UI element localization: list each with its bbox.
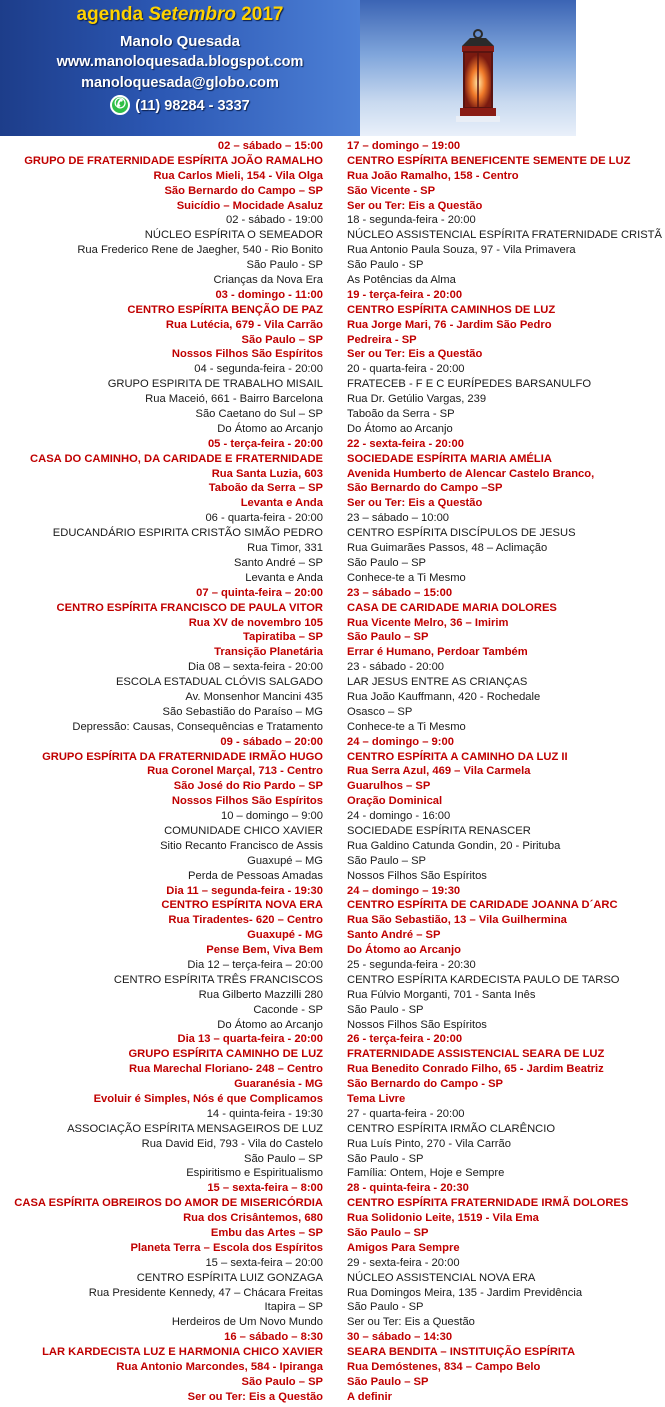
event-block	[347, 586, 662, 660]
event-date: 04 - segunda-feira - 20:00	[194, 363, 323, 376]
event-address: Rua Domingos Meira, 135 - Jardim Previdência	[347, 1286, 583, 1299]
event-date: 02 – sábado – 15:00	[217, 140, 323, 152]
event-block	[14, 958, 323, 1032]
event-venue: CASA ESPÍRITA OBREIROS DO AMOR DE MISERICÓRDIA	[14, 1197, 323, 1210]
event-block	[347, 1181, 662, 1255]
event-block	[14, 884, 323, 958]
event-block	[14, 437, 323, 511]
title-year: 2017	[235, 4, 284, 25]
event-topic: Crianças da Nova Era	[213, 274, 323, 287]
event-block	[14, 735, 323, 809]
event-address: Rua Fúlvio Morganti, 701 - Santa Inês	[347, 988, 536, 1001]
event-address: Rua Carlos Mieli, 154 - Vila Olga	[153, 169, 323, 182]
event-venue: CENTRO ESPÍRITA A CAMINHO DA LUZ II	[347, 750, 568, 763]
event-venue: EDUCANDÁRIO ESPIRITA CRISTÃO SIMÃO PEDRO	[52, 527, 323, 540]
event-venue: CENTRO ESPÍRITA TRÊS FRANCISCOS	[113, 973, 323, 986]
event-city: Tapiratiba – SP	[243, 631, 323, 644]
event-venue: CENTRO ESPÍRITA IRMÃO CLARÊNCIO	[347, 1122, 556, 1135]
event-address: Av. Monsenhor Mancini 435	[185, 690, 323, 703]
event-city: São Paulo - SP	[347, 259, 424, 272]
event-topic: Amigos Para Sempre	[347, 1241, 460, 1254]
event-venue: GRUPO ESPIRITA DE TRABALHO MISAIL	[107, 378, 323, 391]
event-date: 24 – domingo – 9:00	[347, 735, 454, 748]
event-address: Rua João Kauffmann, 420 - Rochedale	[347, 690, 541, 703]
event-topic: Pense Bem, Viva Bem	[206, 944, 323, 957]
event-topic: Depressão: Causas, Consequências e Tratamento	[72, 720, 323, 733]
event-venue: CENTRO ESPÍRITA NOVA ERA	[161, 899, 323, 912]
event-date: 25 - segunda-feira - 20:30	[347, 958, 476, 971]
event-date: 28 - quinta-feira - 20:30	[347, 1182, 469, 1195]
event-venue: COMUNIDADE CHICO XAVIER	[164, 824, 323, 837]
event-city: Guarulhos – SP	[347, 780, 431, 793]
event-topic: Levanta e Anda	[240, 497, 323, 510]
event-topic: Do Átomo ao Arcanjo	[347, 422, 453, 435]
event-topic: Do Átomo ao Arcanjo	[217, 422, 323, 435]
event-address: Rua Lutécia, 679 - Vila Carrão	[165, 318, 323, 331]
event-topic: Suicídio – Mocidade Asaluz	[176, 199, 323, 212]
event-city: São Paulo – SP	[347, 1375, 429, 1388]
event-date: 05 - terça-feira - 20:00	[207, 437, 323, 450]
event-date: 27 - quarta-feira - 20:00	[347, 1107, 465, 1120]
event-city: São Paulo – SP	[347, 1227, 429, 1240]
event-address: Avenida Humberto de Alencar Castelo Branco,	[347, 467, 595, 480]
event-date: 24 - domingo - 16:00	[347, 810, 451, 823]
phone-number	[0, 95, 360, 115]
title-prefix: agenda	[76, 4, 149, 25]
event-venue: CENTRO ESPÍRITA CAMINHOS DE LUZ	[347, 303, 556, 316]
event-topic: Herdeiros de Um Novo Mundo	[171, 1316, 323, 1329]
schedule-right-column	[347, 139, 662, 1405]
title-month: Setembro	[148, 4, 236, 25]
event-date: 23 – sábado – 15:00	[347, 586, 453, 599]
event-city: Taboão da Serra - SP	[347, 408, 455, 421]
event-block	[347, 1330, 662, 1404]
event-address: Rua Frederico Rene de Jaegher, 540 - Rio Bonito	[77, 244, 323, 257]
event-address: Rua Antonio Paula Souza, 97 - Vila Primavera	[347, 244, 576, 257]
event-city: Osasco – SP	[347, 705, 413, 718]
event-venue: CENTRO ESPÍRITA DISCÍPULOS DE JESUS	[347, 527, 576, 540]
event-address: Rua Solidonio Leite, 1519 - Vila Ema	[347, 1212, 539, 1225]
event-block	[347, 735, 662, 809]
event-address: Rua Coronel Marçal, 713 - Centro	[147, 765, 323, 778]
header	[0, 0, 665, 136]
event-topic: Nossos Filhos São Espíritos	[347, 869, 487, 882]
event-address: Rua XV de novembro 105	[188, 616, 323, 629]
event-date: Dia 13 – quarta-feira - 20:00	[177, 1033, 323, 1046]
event-address: Rua Galdino Catunda Gondin, 20 - Pirituba	[347, 839, 561, 852]
event-block	[14, 1107, 323, 1181]
event-city: Guaxupé – MG	[247, 854, 323, 867]
event-address: Rua Antonio Marcondes, 584 - Ipiranga	[116, 1361, 323, 1374]
event-city: São Vicente - SP	[347, 184, 436, 197]
event-address: Rua Vicente Melro, 36 – Imirim	[347, 616, 509, 629]
event-venue: SOCIEDADE ESPÍRITA MARIA AMÉLIA	[347, 452, 552, 465]
event-date: 18 - segunda-feira - 20:00	[347, 214, 476, 227]
event-venue: CENTRO ESPÍRITA BENÇÃO DE PAZ	[127, 303, 323, 316]
event-city: São Paulo – SP	[244, 1152, 323, 1165]
event-topic: Oração Dominical	[347, 795, 443, 808]
event-address: Rua São Sebastião, 13 – Vila Guilhermina	[347, 914, 567, 927]
lantern-photo	[360, 0, 576, 136]
event-block	[14, 362, 323, 436]
event-block	[14, 1181, 323, 1255]
event-block	[14, 809, 323, 883]
event-address: Rua Marechal Floriano- 248 – Centro	[129, 1063, 323, 1076]
event-date: 09 - sábado – 20:00	[220, 735, 323, 748]
header-banner	[0, 0, 360, 136]
event-city: São Paulo – SP	[347, 631, 429, 644]
event-block	[14, 1330, 323, 1404]
event-city: Itapira – SP	[264, 1301, 323, 1314]
event-block	[347, 1107, 662, 1181]
event-city: São Caetano do Sul – SP	[195, 408, 323, 421]
event-date: 26 - terça-feira - 20:00	[347, 1033, 463, 1046]
event-address: Rua Luís Pinto, 270 - Vila Carrão	[347, 1137, 511, 1150]
event-date: 15 – sexta-feira – 20:00	[205, 1256, 323, 1269]
event-venue: CENTRO ESPÍRITA FRANCISCO DE PAULA VITOR	[56, 601, 323, 614]
event-city: Embu das Artes – SP	[210, 1227, 323, 1240]
event-city: São Paulo – SP	[347, 556, 426, 569]
event-block	[14, 586, 323, 660]
event-topic: Nossos Filhos São Espíritos	[171, 795, 323, 808]
event-date: 02 - sábado - 19:00	[225, 214, 323, 227]
event-topic: Nossos Filhos São Espíritos	[171, 348, 323, 361]
event-block	[14, 1256, 323, 1330]
event-block	[14, 139, 323, 213]
event-city: Pedreira - SP	[347, 333, 417, 346]
event-block	[347, 511, 662, 585]
event-date: 22 - sexta-feira - 20:00	[347, 437, 464, 450]
event-venue: GRUPO ESPÍRITA CAMINHO DE LUZ	[128, 1048, 323, 1061]
event-block	[14, 511, 323, 585]
event-venue: ESCOLA ESTADUAL CLÓVIS SALGADO	[115, 676, 323, 689]
event-date: 24 – domingo – 19:30	[347, 884, 461, 897]
event-date: 23 – sábado – 10:00	[347, 512, 450, 525]
event-topic: Planeta Terra – Escola dos Espíritos	[130, 1241, 323, 1254]
event-date: 03 - domingo - 11:00	[215, 288, 323, 301]
event-topic: Errar é Humano, Perdoar Também	[347, 646, 528, 659]
whatsapp-icon	[110, 95, 130, 115]
event-date: 14 - quinta-feira - 19:30	[206, 1107, 323, 1120]
event-address: Rua João Ramalho, 158 - Centro	[347, 169, 519, 182]
event-topic: A definir	[347, 1390, 392, 1403]
event-topic: Tema Livre	[347, 1093, 406, 1105]
event-city: Guaxupé - MG	[247, 929, 323, 942]
event-city: Santo André – SP	[234, 556, 323, 569]
event-city: Santo André – SP	[347, 929, 441, 942]
event-date: 23 - sábado - 20:00	[347, 661, 445, 674]
event-city: São Paulo – SP	[241, 1375, 323, 1388]
event-topic: Nossos Filhos São Espíritos	[347, 1018, 487, 1031]
event-topic: Evoluir é Simples, Nós é que Complicamos	[93, 1093, 323, 1105]
event-city: São Paulo – SP	[241, 333, 323, 346]
event-topic: Perda de Pessoas Amadas	[188, 869, 323, 882]
event-venue: LAR JESUS ENTRE AS CRIANÇAS	[347, 676, 528, 689]
event-address: Rua David Eid, 793 - Vila do Castelo	[141, 1137, 323, 1150]
event-venue: GRUPO DE FRATERNIDADE ESPÍRITA JOÃO RAMALHO	[24, 154, 323, 167]
event-topic: Espiritismo e Espiritualismo	[186, 1167, 323, 1180]
event-block	[14, 213, 323, 287]
event-block	[347, 809, 662, 883]
event-city: São Paulo - SP	[347, 1003, 424, 1016]
event-venue: CASA DE CARIDADE MARIA DOLORES	[347, 601, 557, 614]
event-city: São Bernardo do Campo – SP	[164, 184, 323, 197]
event-date: 20 - quarta-feira - 20:00	[347, 363, 465, 376]
event-date: 06 - quarta-feira - 20:00	[205, 512, 323, 525]
event-address: Rua Gilberto Mazzilli 280	[198, 988, 323, 1001]
lantern-icon	[450, 28, 506, 128]
event-venue: NÚCLEO ASSISTENCIAL ESPÍRITA FRATERNIDADE CRISTÃ	[347, 229, 662, 242]
event-date: 17 – domingo – 19:00	[347, 140, 461, 152]
event-block	[14, 660, 323, 734]
event-block	[347, 660, 662, 734]
event-address: Rua Demóstenes, 834 – Campo Belo	[347, 1361, 541, 1374]
event-venue: CENTRO ESPÍRITA BENEFICENTE SEMENTE DE LUZ	[347, 154, 631, 167]
event-venue: SEARA BENDITA – INSTITUIÇÃO ESPÍRITA	[347, 1346, 576, 1359]
event-topic: Do Átomo ao Arcanjo	[347, 944, 461, 957]
event-date: Dia 12 – terça-feira – 20:00	[187, 958, 323, 971]
schedule-left-column	[14, 139, 323, 1405]
event-topic: Conhece-te a Ti Mesmo	[347, 571, 466, 584]
event-venue: ASSOCIAÇÃO ESPÍRITA MENSAGEIROS DE LUZ	[67, 1122, 323, 1135]
event-block	[347, 1256, 662, 1330]
event-city: São Paulo – SP	[347, 854, 426, 867]
event-venue: CASA DO CAMINHO, DA CARIDADE E FRATERNIDADE	[30, 452, 323, 465]
event-venue: CENTRO ESPÍRITA KARDECISTA PAULO DE TARSO	[347, 973, 620, 986]
event-address: Rua Serra Azul, 469 – Vila Carmela	[347, 765, 531, 778]
event-venue: GRUPO ESPÍRITA DA FRATERNIDADE IRMÃO HUGO	[42, 750, 323, 763]
event-block	[347, 213, 662, 287]
event-date: Dia 11 – segunda-feira - 19:30	[166, 884, 323, 897]
event-topic: Transição Planetária	[214, 646, 323, 659]
event-topic: Ser ou Ter: Eis a Questão	[347, 497, 483, 510]
event-date: 10 – domingo – 9:00	[220, 810, 323, 823]
event-block	[347, 139, 662, 213]
event-date: 15 – sexta-feira – 8:00	[207, 1182, 323, 1195]
event-city: São José do Rio Pardo – SP	[173, 780, 323, 793]
event-city: São Sebastião do Paraíso – MG	[162, 705, 323, 718]
event-address: Rua Presidente Kennedy, 47 – Chácara Freitas	[88, 1286, 323, 1299]
event-topic: As Potências da Alma	[347, 274, 456, 287]
event-city: São Paulo - SP	[347, 1301, 424, 1314]
event-venue: NÚCLEO ESPÍRITA O SEMEADOR	[144, 229, 323, 242]
event-date: 30 – sábado – 14:30	[347, 1331, 453, 1344]
event-venue: SOCIEDADE ESPÍRITA RENASCER	[347, 824, 531, 837]
event-block	[347, 288, 662, 362]
event-city: Taboão da Serra – SP	[208, 482, 323, 495]
event-date: 07 – quinta-feira – 20:00	[196, 586, 323, 599]
event-block	[14, 288, 323, 362]
event-date: 29 - sexta-feira - 20:00	[347, 1256, 460, 1269]
event-venue: LAR KARDECISTA LUZ E HARMONIA CHICO XAVIER	[42, 1346, 323, 1359]
event-block	[347, 1032, 662, 1106]
event-city: São Paulo - SP	[246, 259, 323, 272]
event-venue: CENTRO ESPÍRITA DE CARIDADE JOANNA D´ARC	[347, 899, 618, 912]
event-topic: Conhece-te a Ti Mesmo	[347, 720, 466, 733]
event-city: São Bernardo do Campo –SP	[347, 482, 503, 495]
author-name: Manolo Quesada	[119, 33, 241, 50]
blog-link[interactable]: www.manoloquesada.blogspot.com	[56, 54, 304, 70]
event-topic: Ser ou Ter: Eis a Questão	[347, 1316, 475, 1329]
event-block	[347, 958, 662, 1032]
event-venue: FRATERNIDADE ASSISTENCIAL SEARA DE LUZ	[347, 1048, 605, 1061]
agenda-title	[0, 4, 360, 26]
event-address: Rua Dr. Getúlio Vargas, 239	[347, 393, 487, 406]
event-address: Rua Benedito Conrado Filho, 65 - Jardim Beatriz	[347, 1063, 604, 1076]
event-address: Rua Timor, 331	[247, 542, 323, 555]
event-topic: Família: Ontem, Hoje e Sempre	[347, 1167, 505, 1180]
event-city: São Paulo - SP	[347, 1152, 424, 1165]
event-block	[347, 437, 662, 511]
event-venue: CENTRO ESPÍRITA FRATERNIDADE IRMÃ DOLORES	[347, 1197, 629, 1210]
event-block	[347, 884, 662, 958]
event-topic: Do Átomo ao Arcanjo	[217, 1018, 323, 1031]
event-topic: Levanta e Anda	[245, 571, 323, 584]
event-address: Sitio Recanto Francisco de Assis	[160, 839, 323, 852]
event-venue: FRATECEB - F E C EURÍPEDES BARSANULFO	[347, 378, 592, 391]
event-venue: CENTRO ESPÍRITA LUIZ GONZAGA	[136, 1271, 323, 1284]
event-address: Rua Santa Luzia, 603	[211, 467, 323, 480]
event-block	[14, 1032, 323, 1106]
event-address: Rua Guimarães Passos, 48 – Aclimação	[347, 542, 548, 555]
event-address: Rua dos Crisântemos, 680	[183, 1212, 323, 1225]
event-date: Dia 08 – sexta-feira - 20:00	[188, 661, 323, 674]
phone-text: (11) 98284 - 3337	[135, 98, 250, 114]
event-block	[347, 362, 662, 436]
event-city: São Bernardo do Campo - SP	[347, 1078, 504, 1091]
event-address: Rua Maceió, 661 - Bairro Barcelona	[145, 393, 323, 406]
email-link[interactable]: manoloquesada@globo.com	[81, 75, 279, 91]
event-topic: Ser ou Ter: Eis a Questão	[187, 1390, 323, 1403]
event-topic: Ser ou Ter: Eis a Questão	[347, 348, 483, 361]
event-address: Rua Jorge Mari, 76 - Jardim São Pedro	[347, 318, 552, 331]
event-date: 19 - terça-feira - 20:00	[347, 288, 463, 301]
event-city: Caconde - SP	[253, 1003, 323, 1016]
event-city: Guaranésia - MG	[234, 1078, 323, 1091]
event-topic: Ser ou Ter: Eis a Questão	[347, 199, 483, 212]
event-date: 16 – sábado – 8:30	[224, 1331, 323, 1344]
event-venue: NÚCLEO ASSISTENCIAL NOVA ERA	[347, 1271, 536, 1284]
event-address: Rua Tiradentes- 620 – Centro	[168, 914, 323, 927]
